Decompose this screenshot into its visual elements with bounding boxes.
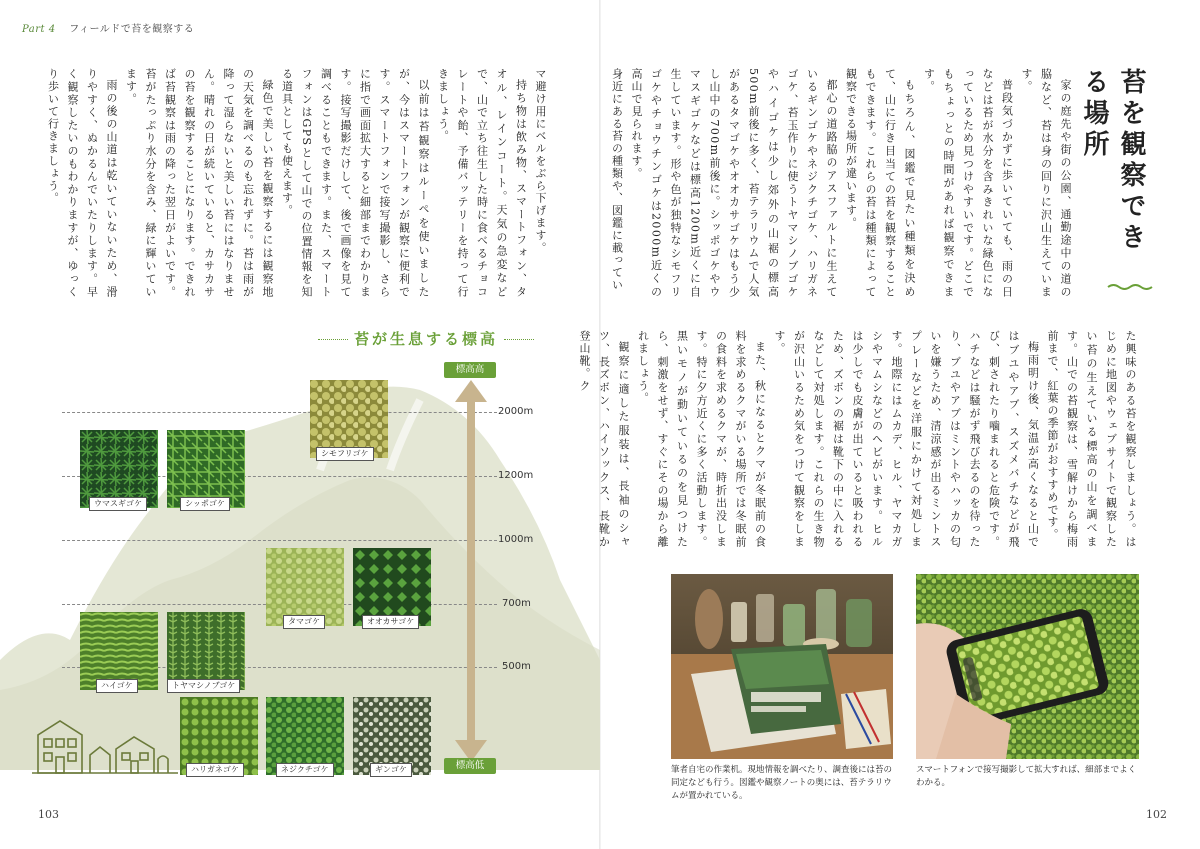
altitude-line-1000 xyxy=(62,540,497,541)
altitude-line-2000 xyxy=(62,412,497,413)
paragraph: もちろん、図鑑で見たい種類を決めて、山に行き目当ての苔を観察することもできます。これらの苔は種類によって観察できる場所が違います。 xyxy=(844,68,916,298)
altitude-label-1200: 1200m xyxy=(498,470,534,481)
diagram-title: 苔が生息する標高 xyxy=(312,328,532,356)
moss-label: ハリガネゴケ xyxy=(186,763,244,777)
moss-label: ウマスギゴケ xyxy=(89,497,147,511)
elevation-arrow xyxy=(452,380,490,762)
altitude-label-2000: 2000m xyxy=(498,406,534,417)
moss-label: シッポゴケ xyxy=(180,497,230,511)
desk-photo xyxy=(671,574,893,759)
moss-label: タマゴケ xyxy=(283,615,325,629)
altitude-label-500: 500m xyxy=(502,661,531,672)
paragraph: 家の庭先や街の公園、通勤途中の道の脇など、苔は身の回りに沢山生えています。 xyxy=(1020,68,1072,298)
title-underline xyxy=(1108,283,1152,291)
part-number: Part 4 xyxy=(22,24,56,35)
paragraph: 以前は苔観察はルーペを使いましたが、今はスマートフォンが観察に便利です。スマートフォンで接写撮影し、さらに指で画面拡大すると細部までわかります。接写撮影だけして、後で画像を見て調べることもできます。また、スマートフォンはGPSとして山での位置情報を知る道具としても使えます。 xyxy=(280,68,430,298)
paragraph: 普段気づかずに歩いていても、雨の日などは苔が水分を含みきれいな緑色になっているため見つけやすいです。どこでもちょっとの時間があれば観察できます。 xyxy=(922,68,1014,298)
paragraph: 梅雨明け後、気温が高くなると山ではブユやアブ、スズメバチなどが飛び、刺されたり噛まれると危険です。ハチなどは騒がず飛び去るのを待ったり、ブユやアブはミントやハッカの匂いを嫌うため、清涼感が出るミントスプレーなどを洋服にかけて対処します。地際にはムカデ、ヒル、ヤマカガシやマムシなどのヘビがいます。ヒルは少しでも皮膚が出ていると吸われるため、ズボンの裾は靴下の中に入れるなどして対処します。これらの生き物が沢山いるため気をつけて観察をします。 xyxy=(773,330,1040,548)
paragraph: 身近にある苔の種類や、図鑑に載ってい xyxy=(610,68,624,292)
paragraph: 雨の後の山道は乾いていないため、滑りやすく、ぬかるんでいたりします。早く観察したいのもわかりますが、ゆっくり歩いて行きましょう。 xyxy=(46,68,118,298)
body-text-left-top xyxy=(46,68,550,298)
altitude-label-700: 700m xyxy=(502,598,531,609)
houses-illustration xyxy=(30,715,180,775)
high-altitude-label: 標高高 xyxy=(444,362,496,378)
paragraph: マ避け用にベルをぶら下げます。 xyxy=(534,68,547,254)
page-number-left: 103 xyxy=(38,808,59,821)
article-title: 苔を観察できる場所 xyxy=(1079,68,1146,254)
paragraph: また、秋になるとクマが冬眠前の食料を求めるクマがいる場所では冬眠前の食料を求めるクマが、時折出没します。特に夕方近くに多く活動します。黒いモノが動いているのを見つけたら、刺激をせず、すぐにその場から離れましょう。 xyxy=(636,330,767,548)
low-altitude-label: 標高低 xyxy=(444,758,496,774)
running-header xyxy=(22,20,194,35)
moss-label: シモフリゴケ xyxy=(316,447,374,461)
desk-photo-caption: 筆者自宅の作業机。現地情報を調べたり、調査後には苔の同定なども行う。図鑑や観察ノートの奥には、苔テラリウムが置かれている。 xyxy=(671,765,893,801)
moss-label: トヤマシノブゴケ xyxy=(167,679,240,693)
paragraph: た興味のある苔を観察しましょう。はじめに地図やウェブサイトで観察したい苔の生えている標高の山を調べます。山での苔観察は、雪解けから梅雨前まで、紅葉の季節がおすすめです。 xyxy=(1046,330,1137,548)
moss-label: ハイゴケ xyxy=(96,679,138,693)
paragraph: 緑色で美しい苔を観察するには観察地の天気を調べるのも忘れずに。苔は雨が降って湿らないと美しい苔にはなりません。晴れの日が続いていると、カサカサの苔を観察することになります。できれば苔観察は雨の降った翌日がよいです。苔がたっぷり水分を含み、緑に輝いています。 xyxy=(124,68,274,298)
paragraph: 持ち物は飲み物、スマートフォン、タオル、レインコート。天気の急変などで、山で立ち往生した時に食べるチョコレートや飴、予備バッテリーを持って行きましょう。 xyxy=(436,68,528,298)
paragraph: 都心の道路脇のアスファルトに生えているギンゴケやネジクチゴケ、ハリガネゴケ、苔玉作りに使うトヤマシノブゴケやハイゴケは少し郊外の山裾の標高500m前後に多く、苔テラリウムで人気があるタマゴケやオオカサゴケはもう少し山中の700m前後に。シッポゴケやウマスギゴケなどは標高1200m近くに自生しています。形や色が独特なシモフリゴケやチョウチンゴケは2000m近くの高山で見られます。 xyxy=(630,68,838,298)
altitude-label-1000: 1000m xyxy=(498,534,534,545)
moss-label: オオカサゴケ xyxy=(362,615,419,629)
moss-label: ネジクチゴケ xyxy=(276,763,334,777)
paragraph: 観察に適した服装は、長袖のシャツ、長ズボン、ハイソックス、長靴か登山靴。ク xyxy=(578,330,630,548)
phone-photo xyxy=(916,574,1139,759)
phone-photo-caption: スマートフォンで接写撮影して拡大すれば、細部までよくわかる。 xyxy=(916,765,1137,788)
page-number-right: 102 xyxy=(1146,808,1167,821)
moss-label: ギンゴケ xyxy=(370,763,412,777)
body-text-right-top xyxy=(610,68,1075,298)
body-text-right-bottom xyxy=(578,330,1140,548)
chapter-title: フィールドで苔を観察する xyxy=(69,24,195,35)
